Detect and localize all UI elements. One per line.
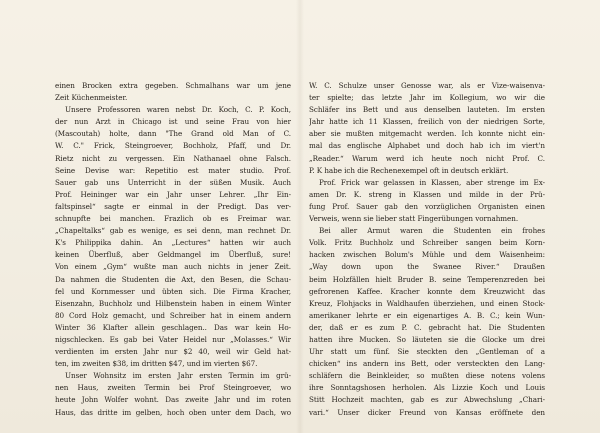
text-line: Haus, das dritte im gelben, hoch oben unter dem Dach, wo (55, 407, 291, 417)
text-line: ten, im zweiten $38, im dritten $47, und im vierten $67. (55, 359, 258, 369)
text-line: nigschlecken. Es gab bei Vater Heidel nur „Molasses.“ Wir (55, 334, 291, 344)
text-line: mal das englische Alphabet und doch hab ich im viert'n (309, 141, 545, 151)
text-line: Jahr hatte ich 11 Klassen, freilich von der niedrigen Sorte, (309, 117, 545, 127)
text-line: aber sie mußten mitgemacht werden. Ich konnte nicht ein- (309, 129, 545, 139)
text-line: Uhr statt um fünf. Sie steckten den „Gentleman of a (309, 347, 545, 357)
text-line: heute John Wolfer wohnt. Das zweite Jahr und im roten (55, 395, 291, 405)
text-line: Unser Wohnsitz im ersten Jahr ersten Termin im grü- (65, 371, 291, 381)
text-line: schläfern die Beinkleider, so mußten diese notens volens (309, 371, 545, 381)
text-line: hatten ihre Mucken. So läuteten sie die Glocke um drei (309, 334, 545, 344)
text-line: „Reader.“ Warum werd ich heute noch nicht Prof. C. (309, 153, 545, 163)
text-line: nen Haus, zweiten Termin bei Prof Steingroever, wo (55, 383, 291, 393)
text-line: „Way down upon the Swanee River.“ Draußen (309, 262, 545, 272)
text-line: Seine Devise war: Repetitio est mater studio. Prof. (55, 165, 291, 175)
text-line: Winter 36 Klafter allein geschlagen.. Das war kein Ho- (55, 322, 291, 332)
text-line: Volk. Fritz Buchholz und Schreiber sangen beim Korn- (309, 238, 545, 248)
text-line: chicken“ ins andern ins Bett, oder versteckten den Lang- (309, 359, 545, 369)
text-line: faltspinsel“ sagte er einmal in der Predigt. Das ver- (55, 201, 291, 211)
page-gutter (296, 0, 304, 433)
text-line: Verweis, wenn sie lieber statt Fingerübungen vornahmen. (309, 214, 519, 224)
text-line: Unsere Professoren waren nebst Dr. Koch, C. P. Koch, (65, 105, 291, 115)
text-line: Sauer gab uns Unterricht in der süßen Musik. Auch (55, 177, 291, 187)
text-line: vari.“ Unser dicker Freund von Kansas eröffnete den (309, 407, 545, 417)
text-line: Eisenzahn, Buchholz und Hilbenstein haben in einem Winter (55, 298, 291, 308)
text-line: der nun Arzt in Chicago ist und seine Frau von hier (55, 117, 291, 127)
text-line: Bei aller Armut waren die Studenten ein frohes (319, 226, 545, 236)
text-line: Prof. Heininger war ein Jahr unser Lehrer. „Ihr Ein- (55, 189, 291, 199)
text-line: (Mascoutah) holte, dann "The Grand old Man of C. (55, 129, 291, 139)
text-line: Kreuz, Flohjacks in Waldhaufen überziehen, und einen Stock- (309, 298, 545, 308)
text-line: Zeit Küchenmeister. (55, 93, 128, 103)
text-line: W. C. Schulze unser Genosse war, als er Vize-waisenva- (309, 81, 545, 90)
text-line: ihre Sonntagshosen herholen. Als Lizzie Koch und Louis (309, 383, 545, 393)
text-line: einen Brocken extra gegeben. Schmalhans war um jene (55, 81, 291, 90)
text-line: keinen Überfluß, aber Geldmangel im Überfluß, sure! (55, 250, 291, 260)
text-line: 80 Cord Holz gemacht, und Schreiber hat in einem andern (55, 310, 291, 320)
text-line: der, daß er es zum P. C. gebracht hat. Die Studenten (309, 322, 545, 332)
text-line: Prof. Frick war gelassen in Klassen, aber strenge im Ex- (319, 177, 545, 187)
text-line: hacken zwischen Bolum's Mühle und dem Waisenheim: (309, 250, 545, 260)
right-text-column (309, 80, 545, 419)
text-line: P. K habe ich die Rechenexempel oft in deutsch erklärt. (309, 165, 509, 175)
text-line: amerikaner lehrte er ein eigenartiges A. B. C.; kein Wun- (309, 310, 545, 320)
text-line: „Chapeltalks“ gab es wenige, es sei denn, man rechnet Dr. (55, 226, 291, 236)
text-line: Stitt Hochzeit machten, gab es zur Abwechslung „Chari- (309, 395, 545, 405)
text-line: amen Dr. K. streng in Klassen und milde in der Prü- (309, 189, 545, 199)
text-line: Von einem „Gym“ wußte man auch nichts in jener Zeit. (55, 262, 291, 272)
text-line: fung Prof. Sauer gab den vorzüglichen Organisten einen (309, 201, 545, 211)
text-line: Da nahmen die Studenten die Axt, den Besen, die Schau- (55, 274, 291, 284)
text-line: Rietz nicht zu vergessen. Ein Nathanael ohne Falsch. (55, 153, 291, 163)
left-text-column (55, 80, 291, 419)
text-line: verdienten im ersten Jahr nur $2 40, weil wir Geld hat- (55, 347, 291, 357)
text-line: K's Philippika dahin. An „Lectures“ hatten wir auch (55, 238, 291, 248)
text-line: gefrorenen Kaffee. Kracher konnte dem Kreuzwicht das (309, 286, 545, 296)
text-line: beim Holzfällen hielt Bruder B. seine Temperenzreden bei (309, 274, 545, 284)
text-line: fel und Kornmesser und übten sich. Die Firma Kracher, (55, 286, 291, 296)
text-line: schnupfte bei manchen. Frazlich ob es Freimar war. (55, 214, 291, 224)
text-line: Schläfer ins Bett und aus denselben lauteten. Im ersten (309, 105, 545, 115)
text-line: W. C." Frick, Steingroever, Bochholz, Pfaff, und Dr. (55, 141, 291, 151)
text-line: ter spielte; das letzte Jahr im Kollegium, wo wir die (309, 93, 545, 103)
